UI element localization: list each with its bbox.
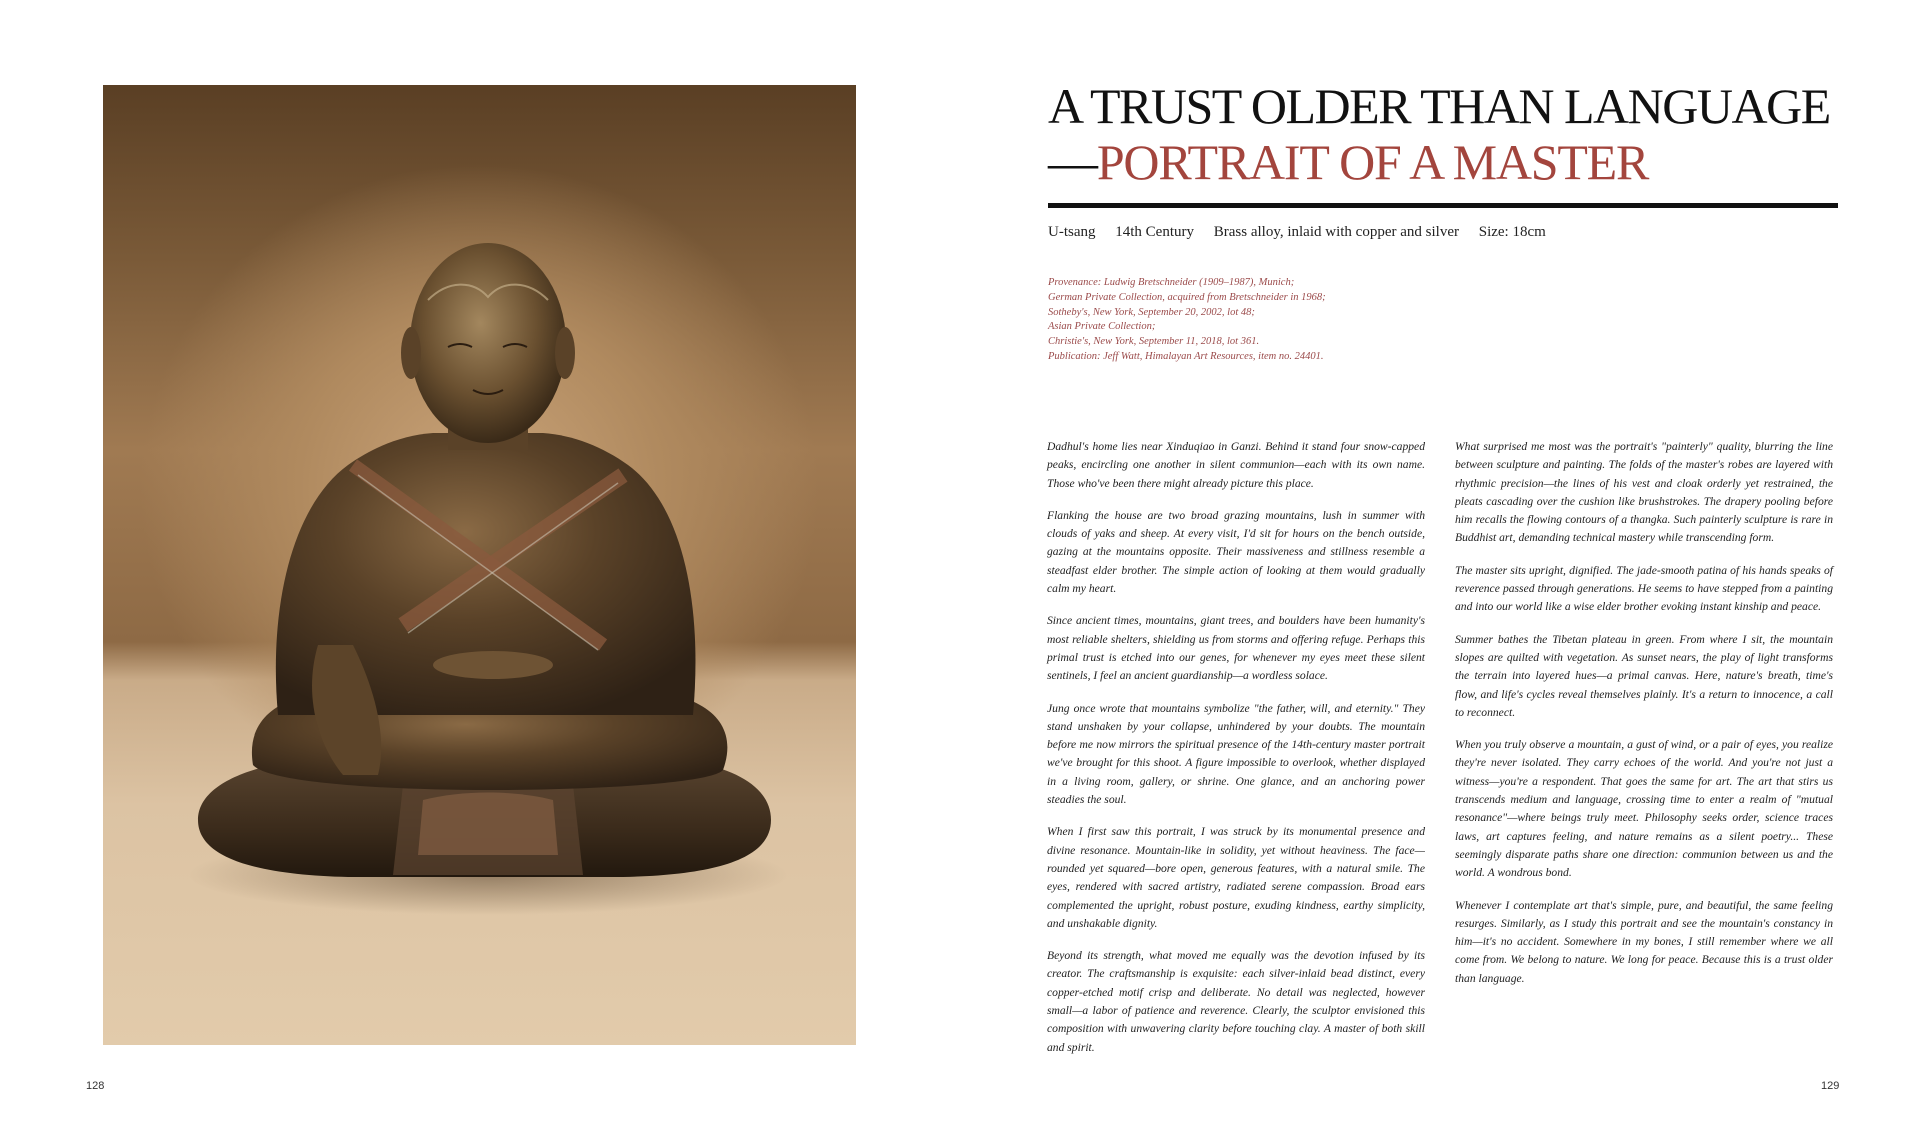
body-paragraph: Whenever I contemplate art that's simple, pure, and beautiful, the same feeling resurges. Similarly, as I study this portrait and see the mountain's constancy in him—it's no accident. Somewhere in my bones, I still remember where we all come from. We belong to nature. We long for peace. Because this is a trust older than language.	[1455, 898, 1833, 985]
page-number-right: 129	[1821, 1080, 1840, 1092]
body-paragraph: Beyond its strength, what moved me equally was the devotion infused by its creator. The craftsmanship is exquisite: each silver-inlaid bead distinct, every copper-etched motif crisp and deliberate. No detail was neglected, however small—a labor of patience and reverence. Clearly, the sculptor envisioned this composition with unwavering clarity before touching clay. A master of both skill and spirit.	[1047, 949, 1425, 1054]
page-number-left: 128	[86, 1080, 105, 1092]
title-line-2	[1048, 134, 1848, 190]
meta-material: Brass alloy, inlaid with copper and silver	[1213, 224, 1459, 240]
body-paragraph: Flanking the house are two broad grazing mountains, lush in summer with clouds of yaks and sheep. At every visit, I'd sit for hours on the bench outside, gazing at the mountains opposite. Their massiveness and stillness resemble a steadfast elder brother. The simple action of looking at them would gradually calm my heart.	[1047, 508, 1425, 596]
title-rule-divider	[1048, 203, 1838, 208]
seated-master-sculpture-illustration	[103, 85, 856, 1045]
artwork-meta	[1048, 224, 1562, 241]
body-paragraph: Since ancient times, mountains, giant trees, and boulders have been humanity's most reliable shelters, shielding us from storms and offering refuge. Perhaps this primal trust is etched into our genes, for whenever my eyes meet these silent sentinels, I feel an ancient guardianship—a wordless solace.	[1047, 614, 1425, 683]
body-paragraph: The master sits upright, dignified. The jade-smooth patina of his hands speaks of reverence passed through generations. He seems to have stepped from a painting and into our world like a wise elder brother evoking instant kinship and peace.	[1455, 563, 1833, 614]
body-paragraph: Summer bathes the Tibetan plateau in green. From where I sit, the mountain slopes are quilted with vegetation. As sunset nears, the play of light transforms the terrain into layered hues—a primal canvas. Here, nature's breath, time's flow, and life's cycles reveal themselves plainly. It's a return to innocence, a call to reconnect.	[1455, 632, 1833, 719]
provenance-line: Christie's, New York, September 11, 2018, lot 361.	[1048, 336, 1260, 348]
body-paragraph: Dadhul's home lies near Xinduqiao in Ganzi. Behind it stand four snow-capped peaks, encircling one another in silent communion—each with its own name. Those who've been there might already picture this place.	[1047, 440, 1425, 490]
provenance-line: Provenance: Ludwig Bretschneider (1909–1987), Munich;	[1048, 277, 1295, 288]
provenance-line: Sotheby's, New York, September 20, 2002, lot 48;	[1048, 306, 1255, 318]
body-column-right	[1455, 438, 1833, 1002]
article-title	[1048, 78, 1848, 190]
provenance-line: German Private Collection, acquired from Bretschneider in 1968;	[1048, 291, 1326, 303]
body-column-left	[1047, 438, 1425, 1071]
provenance-block	[1048, 276, 1326, 365]
body-paragraph: Jung once wrote that mountains symbolize "the father, will, and eternity." They stand unshaken by your collapse, unhindered by your doubts. The mountain before me now mirrors the spiritual presence of the 14th-century master portrait we've brought for this shoot. A figure impossible to overlook, whether displayed in a living room, gallery, or shrine. One glance, and an anchoring power steadies the soul.	[1047, 701, 1425, 807]
publication-line: Publication: Jeff Watt, Himalayan Art Resources, item no. 24401.	[1048, 350, 1324, 362]
title-dash: —	[1048, 134, 1097, 190]
meta-size: Size: 18cm	[1478, 224, 1546, 240]
body-paragraph: What surprised me most was the portrait's "painterly" quality, blurring the line between sculpture and painting. The folds of the master's robes are layered with rhythmic precision—the lines of his vest and cloak orderly yet restrained, the pleats cascading over the cushion like brushstrokes. The drapery pooling before him recalls the flowing contours of a thangka. Such painterly sculpture is rare in Buddhist art, demanding technical mastery while transcending form.	[1455, 440, 1833, 545]
title-subtitle: PORTRAIT OF A MASTER	[1096, 134, 1649, 190]
title-line-1: A TRUST OLDER THAN LANGUAGE	[1048, 78, 1830, 134]
provenance-line: Asian Private Collection;	[1048, 321, 1156, 333]
body-paragraph: When I first saw this portrait, I was struck by its monumental presence and divine resonance. Mountain-like in solidity, yet without heaviness. The face—rounded yet squared—bore open, generous features, with a natural smile. The eyes, rendered with sacred artistry, radiated serene compassion. Broad ears complemented the upright, robust posture, exuding kindness, earthy simplicity, and unshakable dignity.	[1047, 825, 1425, 930]
body-paragraph: When you truly observe a mountain, a gust of wind, or a pair of eyes, you realize they're never isolated. They carry echoes of the world. And you're not just a witness—you're a respondent. That goes the same for art. The art that stirs us transcends medium and language, crossing time to enter a realm of "mutual resonance"—where beings truly meet. Philosophy seeks order, science traces laws, art captures feeling, and nature remains as a silent poetry... These seemingly disparate paths share one direction: communion between us and the world. A wondrous bond.	[1455, 738, 1833, 880]
meta-region: U-tsang	[1048, 224, 1096, 240]
meta-period: 14th Century	[1115, 224, 1194, 240]
sculpture-photo	[103, 85, 856, 1045]
